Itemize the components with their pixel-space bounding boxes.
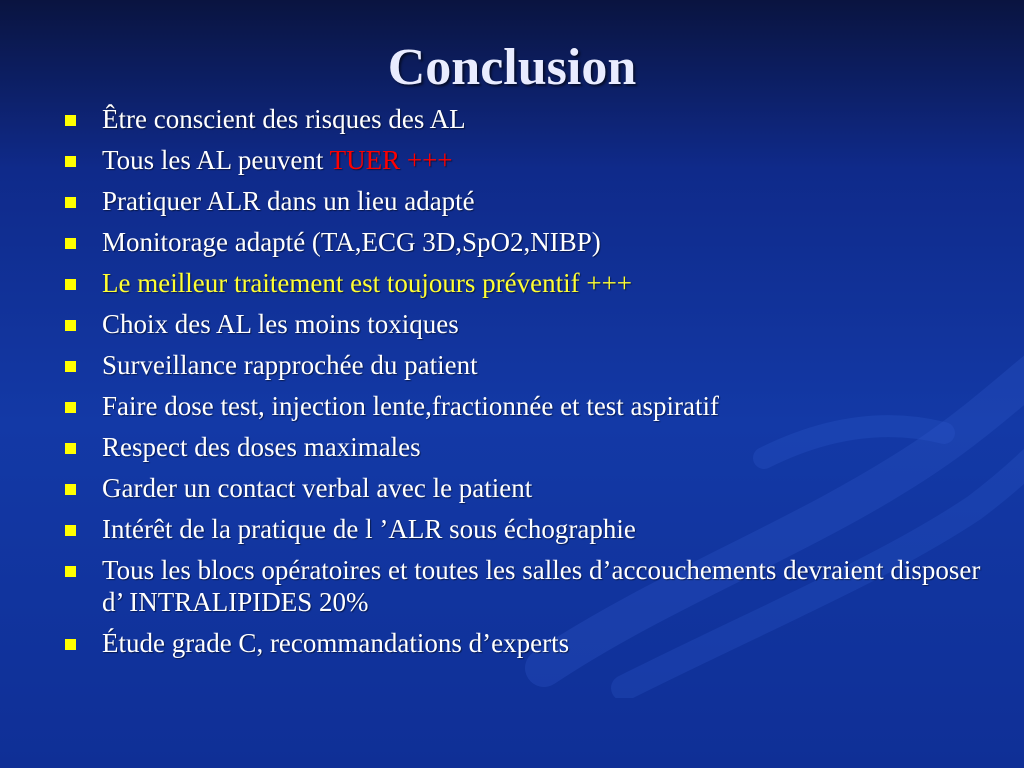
- bullet-text: Respect des doses maximales: [102, 432, 421, 462]
- bullet-text: Étude grade C, recommandations d’experts: [102, 628, 570, 658]
- bullet-text: Garder un contact verbal avec le patient: [102, 473, 533, 503]
- bullet-text: Le meilleur traitement est toujours préventif +++: [102, 268, 633, 298]
- bullet-text: Pratiquer ALR dans un lieu adapté: [102, 186, 475, 216]
- square-bullet-icon: [65, 402, 76, 413]
- bullet-item-adapted-place: [62, 185, 982, 217]
- conclusion-bullet-list: [62, 103, 982, 659]
- square-bullet-icon: [65, 566, 76, 577]
- square-bullet-icon: [65, 484, 76, 495]
- bullet-item-monitoring: [62, 226, 982, 258]
- bullet-item-aware-of-risks: [62, 103, 982, 135]
- bullet-text: Tous les blocs opératoires et toutes les salles d’accouchements devraient disposer d’ INTRALIPIDES 20%: [102, 555, 981, 617]
- slide-title: Conclusion: [387, 39, 637, 96]
- square-bullet-icon: [65, 238, 76, 249]
- square-bullet-icon: [65, 115, 76, 126]
- square-bullet-icon: [65, 156, 76, 167]
- bullet-item-intralipides: [62, 554, 982, 618]
- bullet-item-close-surveillance: [62, 349, 982, 381]
- bullet-item-max-doses: [62, 431, 982, 463]
- bullet-text: Surveillance rapprochée du patient: [102, 350, 478, 380]
- square-bullet-icon: [65, 525, 76, 536]
- bullet-item-preventive-treatment: [62, 267, 982, 299]
- square-bullet-icon: [65, 639, 76, 650]
- square-bullet-icon: [65, 279, 76, 290]
- bullet-text: Intérêt de la pratique de l ’ALR sous échographie: [102, 514, 636, 544]
- bullet-item-test-dose: [62, 390, 982, 422]
- bullet-item-ultrasound: [62, 513, 982, 545]
- bullet-text: Tous les AL peuvent: [102, 145, 330, 175]
- bullet-item-can-kill: [62, 144, 982, 176]
- bullet-text: Choix des AL les moins toxiques: [102, 309, 459, 339]
- bullet-item-least-toxic: [62, 308, 982, 340]
- bullet-text: Monitorage adapté (TA,ECG 3D,SpO2,NIBP): [102, 227, 601, 257]
- square-bullet-icon: [65, 197, 76, 208]
- bullet-text: Être conscient des risques des AL: [102, 104, 466, 134]
- square-bullet-icon: [65, 320, 76, 331]
- bullet-text: Faire dose test, injection lente,fractionnée et test aspiratif: [102, 391, 720, 421]
- bullet-item-verbal-contact: [62, 472, 982, 504]
- square-bullet-icon: [65, 361, 76, 372]
- bullet-item-grade-c: [62, 627, 982, 659]
- square-bullet-icon: [65, 443, 76, 454]
- bullet-emphasis-text: TUER +++: [329, 145, 453, 175]
